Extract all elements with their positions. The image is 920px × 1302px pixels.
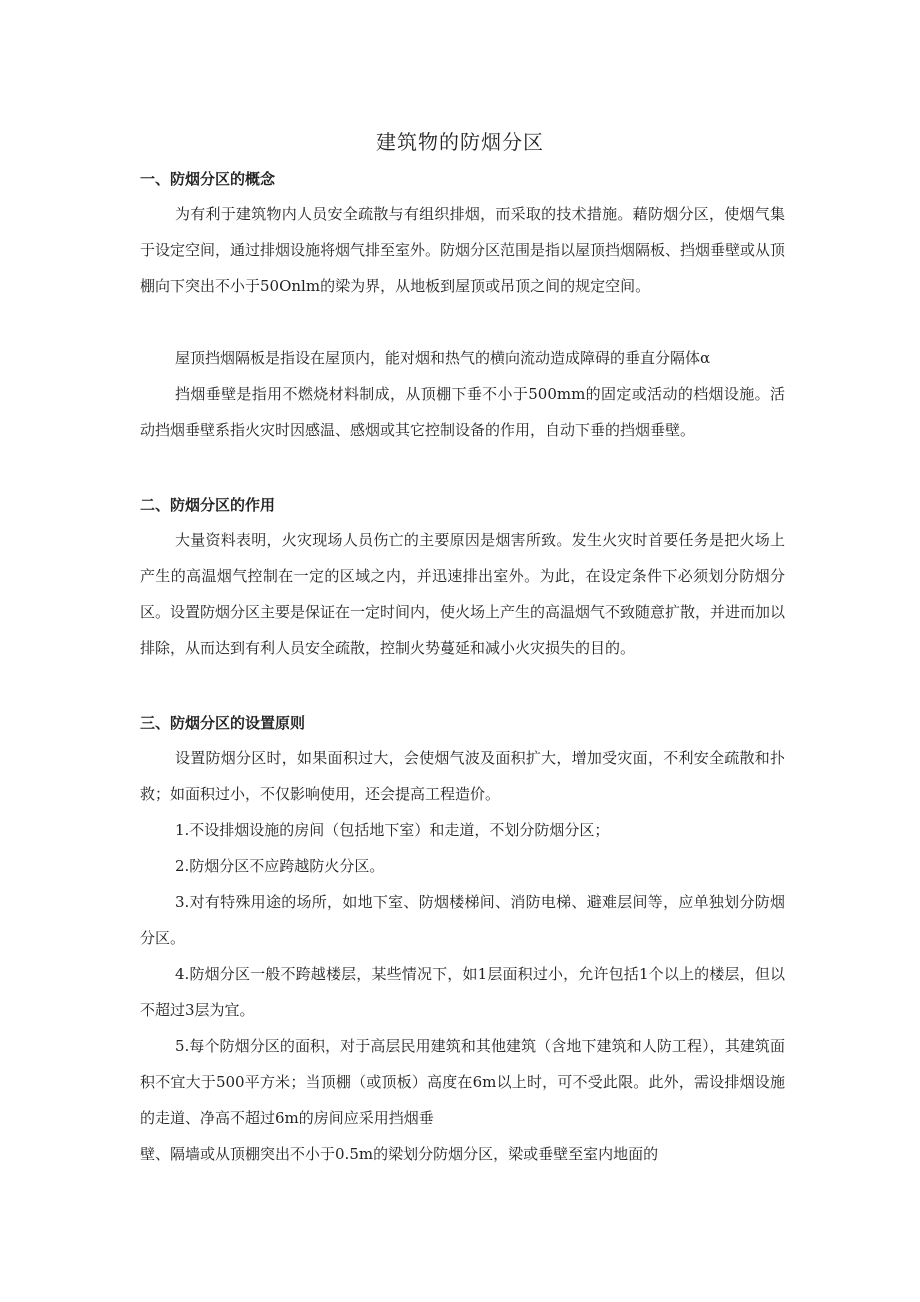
- section-3-item-1: 1.不设排烟设施的房间（包括地下室）和走道，不划分防烟分区；: [175, 821, 610, 839]
- section-1-paragraph-2: 屋顶挡烟隔板是指设在屋顶内，能对烟和热气的横向流动造成障碍的垂直分隔体α: [175, 349, 711, 367]
- section-3-item-5: 5.每个防烟分区的面积，对于高层民用建筑和其他建筑（含地下建筑和人防工程），其建筑面积不宜大于500平方米；当顶棚（或顶板）高度在6m以上时，可不受此限。此外，需设排烟设施的走道、净高不超过6m的房间应采用挡烟垂: [140, 1037, 785, 1127]
- section-1-heading: 一、防烟分区的概念: [140, 170, 276, 188]
- section-1-paragraph-3: 挡烟垂壁是指用不燃烧材料制成，从顶棚下垂不小于500mm的固定或活动的档烟设施。活动挡烟垂壁系指火灾时因感温、感烟或其它控制设备的作用，自动下垂的挡烟垂壁。: [140, 385, 785, 439]
- document-title: 建筑物的防烟分区: [376, 130, 544, 154]
- section-2-paragraph-1: 大量资料表明，火灾现场人员伤亡的主要原因是烟害所致。发生火灾时首要任务是把火场上产生的高温烟气控制在一定的区域之内，并迅速排出室外。为此，在设定条件下必须划分防烟分区。设置防烟分区主要是保证在一定时间内，使火场上产生的高温烟气不致随意扩散，并进而加以排除，从而达到有利人员安全疏散，控制火势蔓延和减小火灾损失的目的。: [140, 531, 786, 657]
- section-1-paragraph-1: 为有利于建筑物内人员安全疏散与有组织排烟，而采取的技术措施。藉防烟分区，使烟气集于设定空间，通过排烟设施将烟气排至室外。防烟分区范围是指以屋顶挡烟隔板、挡烟垂壁或从顶棚向下突出不小于50Onlm的梁为界，从地板到屋顶或吊顶之间的规定空间。: [140, 205, 786, 295]
- section-3-item-4: 4.防烟分区一般不跨越楼层，某些情况下，如1层面积过小，允许包括1个以上的楼层，但以不超过3层为宜。: [140, 965, 785, 1019]
- section-2-heading: 二、防烟分区的作用: [140, 496, 276, 514]
- section-3-paragraph-1: 设置防烟分区时，如果面积过大，会使烟气波及面积扩大，增加受灾面，不利安全疏散和扑救；如面积过小，不仅影响使用，还会提高工程造价。: [140, 749, 785, 803]
- section-3-heading: 三、防烟分区的设置原则: [140, 714, 306, 732]
- section-3-item-3: 3.对有特殊用途的场所，如地下室、防烟楼梯间、消防电梯、避难层间等，应单独划分防烟分区。: [140, 893, 785, 947]
- section-3-item-2: 2.防烟分区不应跨越防火分区。: [175, 857, 385, 875]
- section-3-item-5-continued: 壁、隔墙或从顶棚突出不小于0.5m的梁划分防烟分区，梁或垂壁至室内地面的: [140, 1145, 659, 1163]
